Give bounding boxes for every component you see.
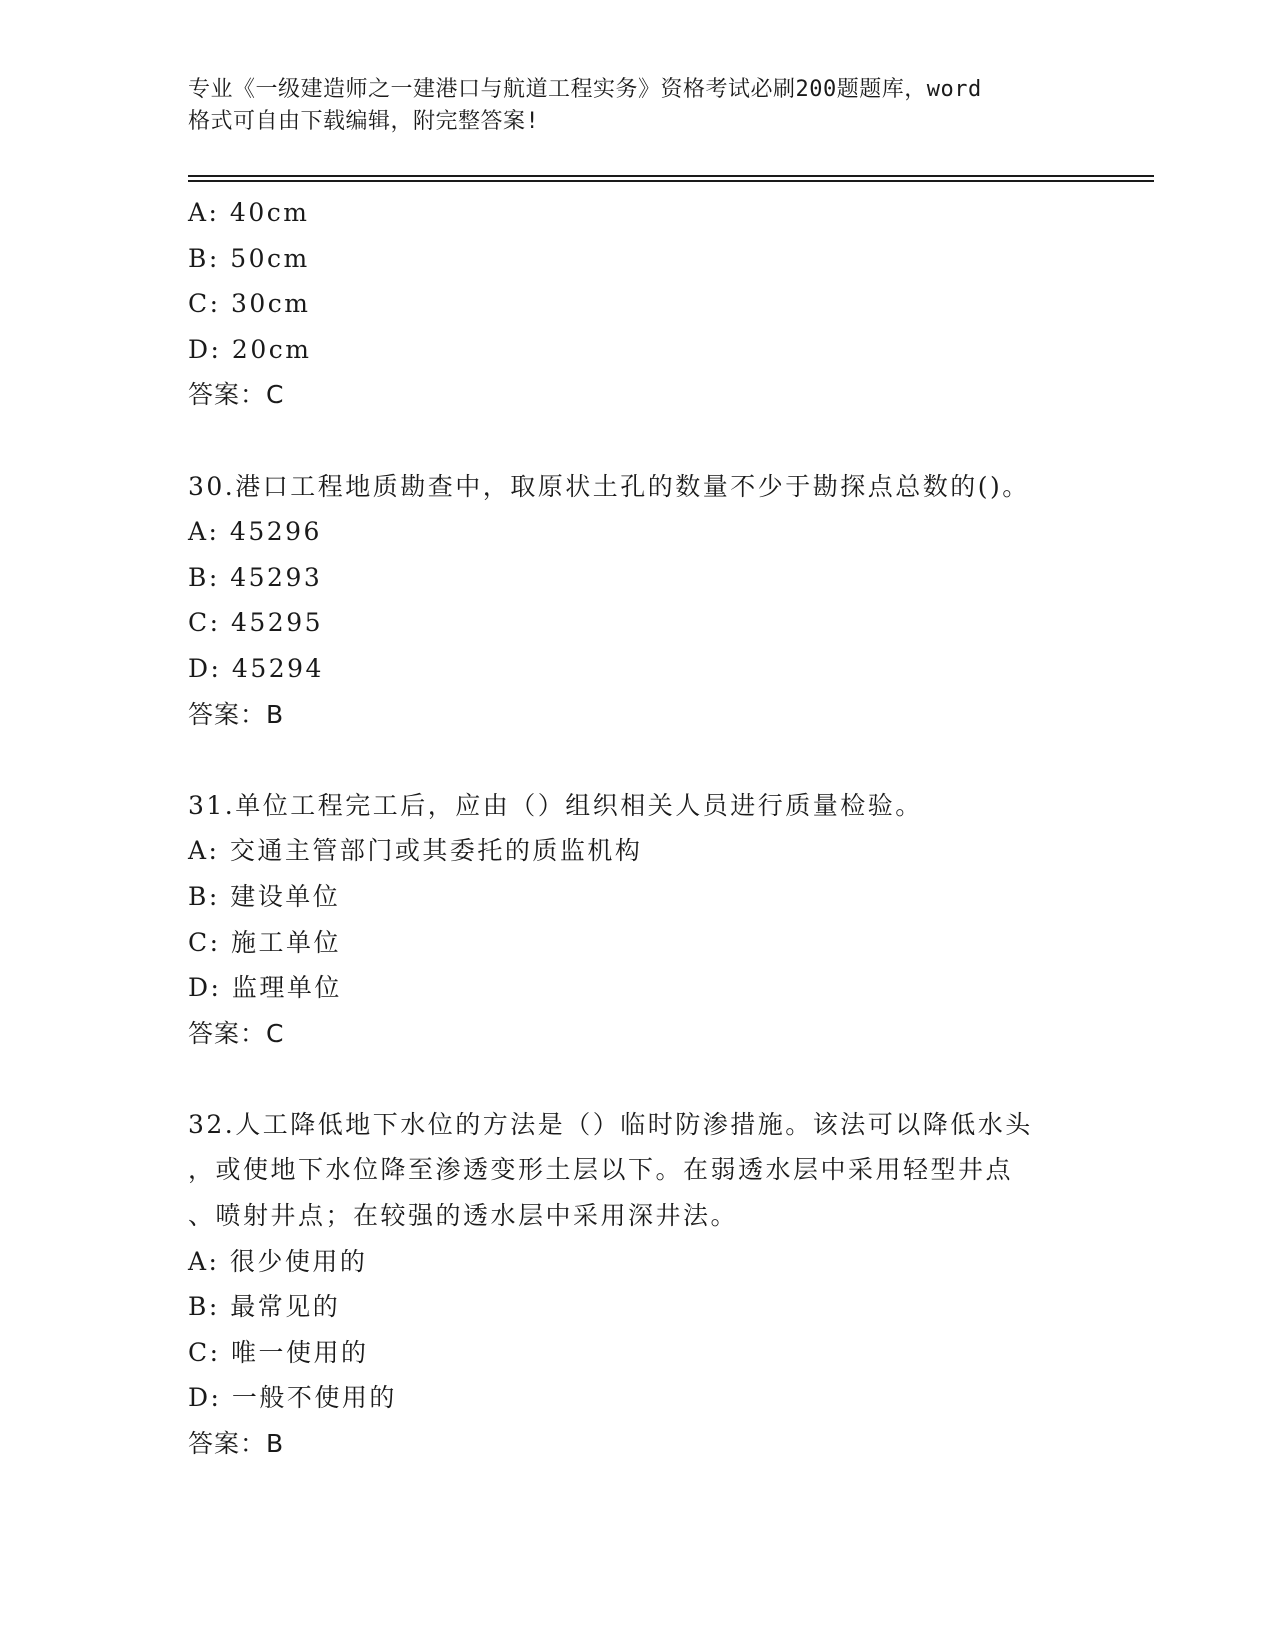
option-c: C: 施工单位	[188, 927, 341, 957]
option-d: D: 一般不使用的	[188, 1383, 397, 1413]
option-a: A: 45296	[188, 517, 322, 547]
question-32	[188, 1102, 1088, 1467]
question-29	[188, 190, 1088, 418]
answer-line: 答案：C	[188, 380, 285, 410]
option-d: D: 45294	[188, 653, 324, 683]
option-c: C: 45295	[188, 608, 324, 638]
answer-line: 答案：B	[188, 699, 285, 729]
question-text-line-2: ，或使地下水位降至渗透变形土层以下。在弱透水层中采用轻型井点	[188, 1155, 1014, 1185]
option-a: A: 40cm	[188, 198, 310, 227]
question-text: 31.单位工程完工后，应由（）组织相关人员进行质量检验。	[188, 790, 923, 820]
option-d: D: 20cm	[188, 334, 312, 364]
header-divider-bottom	[188, 180, 1154, 182]
question-text-line-1: 32.人工降低地下水位的方法是（）临时防渗措施。该法可以降低水头	[188, 1109, 1033, 1139]
question-31	[188, 783, 1088, 1057]
header-line-2: 格式可自由下载编辑，附完整答案!	[188, 109, 540, 134]
option-d: D: 监理单位	[188, 973, 342, 1003]
question-30	[188, 464, 1088, 738]
question-list	[188, 190, 1088, 1467]
option-c: C: 唯一使用的	[188, 1337, 369, 1367]
option-c: C: 30cm	[188, 289, 311, 319]
option-a: A: 交通主管部门或其委托的质监机构	[188, 836, 643, 866]
option-a: A: 很少使用的	[188, 1246, 368, 1276]
answer-line: 答案：C	[188, 1018, 285, 1048]
option-b: B: 最常见的	[188, 1292, 341, 1322]
header-line-1: 专业《一级建造师之一建港口与航道工程实务》资格考试必刷200题题库，word	[188, 77, 982, 102]
document-header	[188, 74, 1068, 138]
header-divider-top	[188, 175, 1154, 177]
option-b: B: 45293	[188, 562, 323, 592]
option-b: B: 建设单位	[188, 881, 341, 911]
question-text-line-3: 、喷射井点；在较强的透水层中采用深井法。	[188, 1201, 739, 1231]
option-b: B: 50cm	[188, 243, 310, 273]
answer-line: 答案：B	[188, 1429, 285, 1459]
question-text: 30.港口工程地质勘查中，取原状土孔的数量不少于勘探点总数的()。	[188, 471, 1030, 501]
